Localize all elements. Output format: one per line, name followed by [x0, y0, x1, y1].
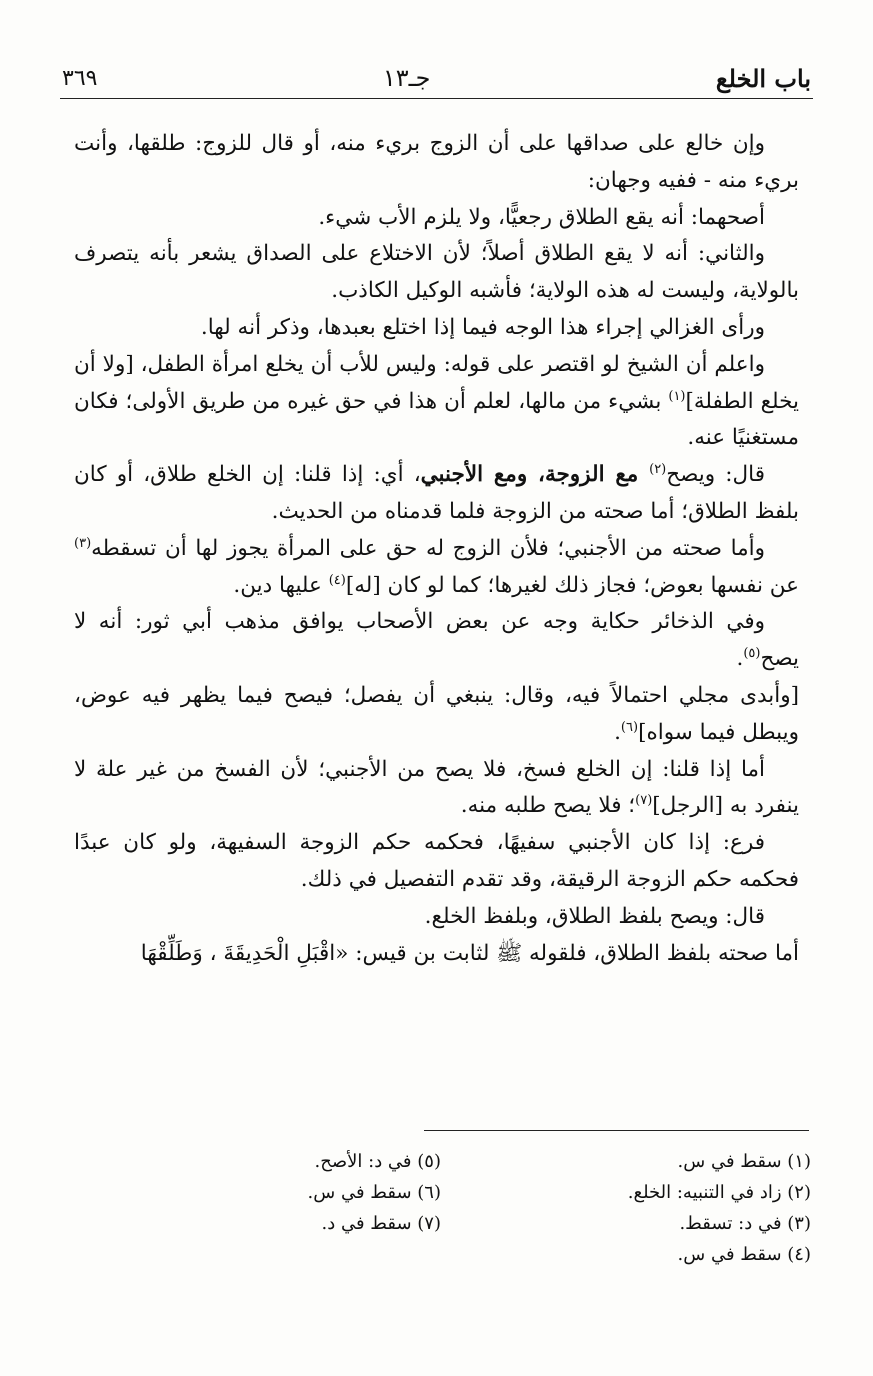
footnote-marker: (٢): [649, 462, 667, 478]
page-header: [62, 58, 811, 98]
paragraph: واعلم أن الشيخ لو اقتصر على قوله: وليس للأب أن يخلع امرأة الطفل، [ولا أن يخلع الطفلة]$^{(١)}$ بشيء من مالها، لعلم أن هذا في حق غيره من طريق الأولى؛ فكان مستغنيًا عنه.: [74, 351, 799, 451]
paragraph: أما صحته بلفظ الطلاق، فلقوله ﷺ لثابت بن قيس: «اقْبَلِ الْحَدِيقَةَ ، وَطَلِّقْهَا: [140, 940, 799, 966]
footnote: (٢) زاد في التنبيه: الخلع.: [627, 1182, 811, 1203]
paragraph: [وأبدى مجلي احتمالاً فيه، وقال: ينبغي أن يفصل؛ فيصح فيما يظهر فيه عوض، ويبطل فيما سواه]$^{(٦)}$.: [74, 682, 799, 745]
paragraph: وإن خالع على صداقها على أن الزوج بريء منه، أو قال للزوج: طلقها، وأنت بريء منه - ففيه وجهان:: [74, 131, 799, 193]
footnote: (٧) سقط في د.: [321, 1213, 441, 1234]
paragraph: فرع: إذا كان الأجنبي سفيهًا، فحكمه حكم الزوجة السفيهة، ولو كان عبدًا فحكمه حكم الزوجة الرقيقة، وقد تقدم التفصيل في ذلك.: [74, 830, 799, 892]
main-text: [74, 126, 799, 972]
paragraph: قال: ويصح$^{(٢)}$ مع الزوجة، ومع الأجنبي، أي: إذا قلنا: إن الخلع طلاق، أو كان بلفظ الطلاق؛ أما صحته من الزوجة فلما قدمناه من الحديث.: [74, 462, 799, 524]
paragraph: والثاني: أنه لا يقع الطلاق أصلاً؛ لأن الاختلاع على الصداق يشعر بأنه يتصرف بالولاية، وليست له هذه الولاية؛ فأشبه الوكيل الكاذب.: [74, 241, 799, 304]
footnote-marker: (٧): [635, 793, 653, 809]
footnote-marker: (١): [668, 388, 686, 404]
paragraph: أصحهما: أنه يقع الطلاق رجعيًّا، ولا يلزم الأب شيء.: [318, 204, 765, 230]
footnotes: [92, 1146, 811, 1270]
header-rule: [60, 98, 813, 99]
footnote-marker: (٦): [620, 719, 639, 735]
footnote: (٥) في د: الأصح.: [314, 1151, 441, 1172]
footnote-rule: [424, 1130, 809, 1131]
page-number: ٣٦٩: [62, 65, 98, 91]
footnote-marker: (٥): [743, 646, 761, 661]
footnote-marker: (٤): [328, 572, 346, 588]
footnotes-right-column: [481, 1146, 811, 1270]
paragraph: ورأى الغزالي إجراء هذا الوجه فيما إذا اختلع بعبدها، وذكر أنه لها.: [200, 314, 765, 340]
chapter-title: باب الخلع: [715, 63, 811, 93]
volume-label: جـ١٣: [382, 64, 431, 92]
footnotes-left-column: [111, 1146, 441, 1270]
paragraph: وأما صحته من الأجنبي؛ فلأن الزوج له حق على المرأة يجوز لها أن تسقطه$^{(٣)}$ عن نفسها بعوض؛ فجاز ذلك لغيرها؛ كما لو كان [له]$^{(٤)}$ عليها دين.: [74, 535, 799, 598]
footnote: (٦) سقط في س.: [307, 1182, 441, 1203]
footnote: (١) سقط في س.: [677, 1151, 811, 1172]
footnote-marker: (٣): [74, 535, 92, 551]
paragraph: أما إذا قلنا: إن الخلع فسخ، فلا يصح من الأجنبي؛ لأن الفسخ من غير علة لا ينفرد به [الرجل]$^{(٧)}$؛ فلا يصح طلبه منه.: [74, 756, 799, 819]
footnote: (٣) في د: تسقط.: [679, 1213, 811, 1234]
paragraph: وفي الذخائر حكاية وجه عن بعض الأصحاب يوافق مذهب أبي ثور: أنه لا يصح$^{(٥)}$.: [74, 609, 799, 672]
paragraph: قال: ويصح بلفظ الطلاق، وبلفظ الخلع.: [424, 903, 765, 929]
footnote: (٤) سقط في س.: [677, 1244, 811, 1265]
